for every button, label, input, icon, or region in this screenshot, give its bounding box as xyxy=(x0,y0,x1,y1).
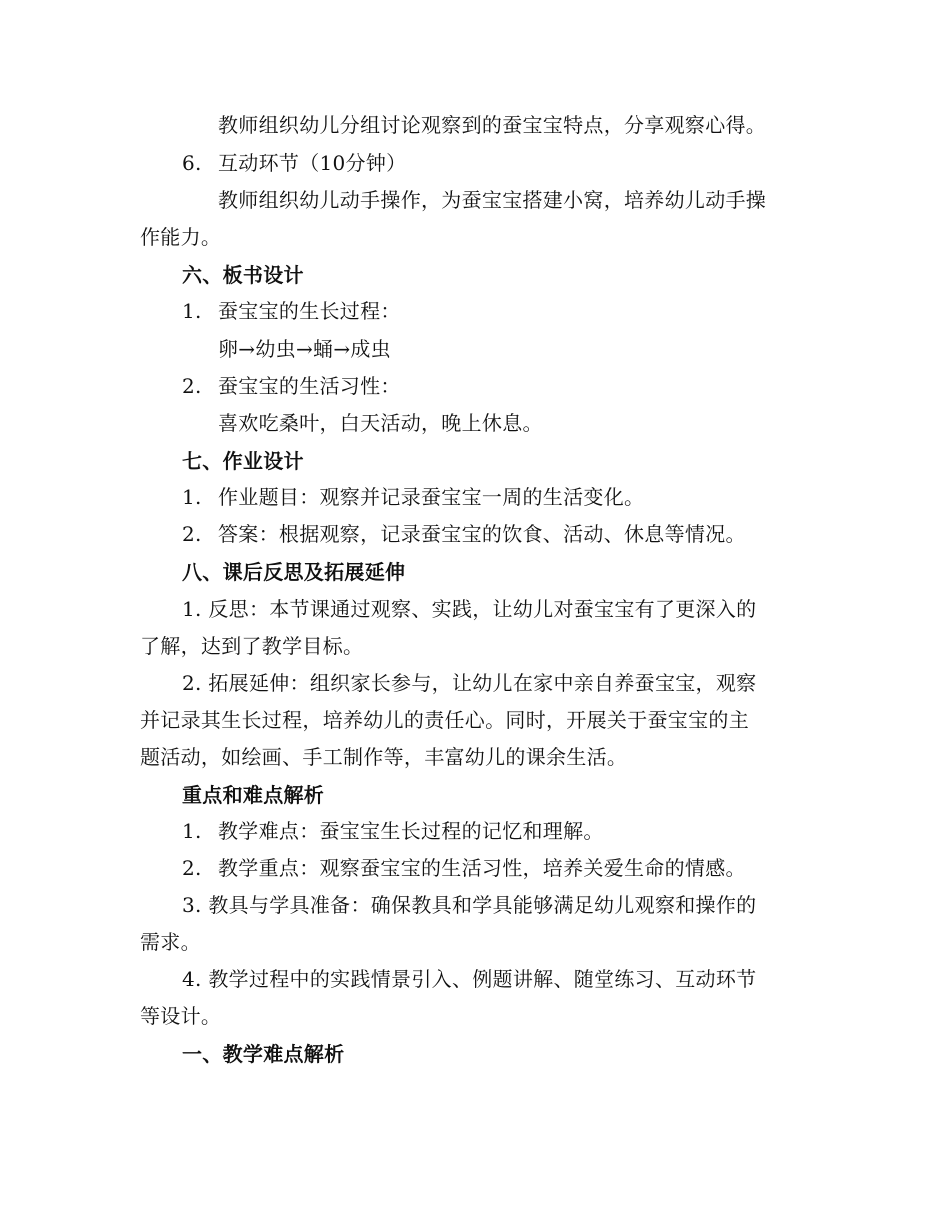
paragraph-line: 教师组织幼儿动手操作，为蚕宝宝搭建小窝，培养幼儿动手操 xyxy=(218,188,767,212)
list-subtext: 卵→幼虫→蛹→成虫 xyxy=(218,337,391,361)
list-text: 蚕宝宝的生长过程： xyxy=(218,299,401,323)
list-item xyxy=(182,522,746,546)
paragraph-line: 4. 教学过程中的实践情景引入、例题讲解、随堂练习、互动环节 xyxy=(182,967,757,991)
list-text: 互动环节（10分钟） xyxy=(218,151,407,175)
paragraph-line: 1. 反思：本节课通过观察、实践，让幼儿对蚕宝宝有了更深入的 xyxy=(182,597,757,621)
list-text: 作业题目：观察并记录蚕宝宝一周的生活变化。 xyxy=(218,485,645,509)
list-number: 2. xyxy=(182,374,202,398)
paragraph-line: 3. 教具与学具准备：确保教具和学具能够满足幼儿观察和操作的 xyxy=(182,893,757,917)
section-heading: 一、教学难点解析 xyxy=(182,1042,345,1066)
list-item xyxy=(182,299,401,323)
paragraph-line: 并记录其生长过程，培养幼儿的责任心。同时，开展关于蚕宝宝的主 xyxy=(140,708,749,732)
paragraph-line: 作能力。 xyxy=(140,225,222,249)
list-subtext: 喜欢吃桑叶，白天活动，晚上休息。 xyxy=(218,411,543,435)
paragraph-line: 题活动，如绘画、手工制作等，丰富幼儿的课余生活。 xyxy=(140,745,628,769)
section-heading: 六、板书设计 xyxy=(182,263,304,287)
paragraph-line: 了解，达到了教学目标。 xyxy=(140,634,364,658)
list-text: 教学难点：蚕宝宝生长过程的记忆和理解。 xyxy=(218,819,604,843)
list-text: 蚕宝宝的生活习性： xyxy=(218,374,401,398)
paragraph-line: 需求。 xyxy=(140,930,201,954)
list-number: 1. xyxy=(182,819,202,843)
list-item-6 xyxy=(182,151,406,175)
section-heading: 重点和难点解析 xyxy=(182,783,325,807)
list-item xyxy=(182,374,401,398)
paragraph-line: 教师组织幼儿分组讨论观察到的蚕宝宝特点，分享观察心得。 xyxy=(218,113,767,137)
list-number: 2. xyxy=(182,856,202,880)
list-item xyxy=(182,856,746,880)
section-heading: 七、作业设计 xyxy=(182,449,304,473)
section-heading: 八、课后反思及拓展延伸 xyxy=(182,560,406,584)
list-number: 1. xyxy=(182,299,202,323)
list-item xyxy=(182,819,604,843)
list-number: 2. xyxy=(182,522,202,546)
paragraph-line: 2. 拓展延伸：组织家长参与，让幼儿在家中亲自养蚕宝宝，观察 xyxy=(182,671,757,695)
list-text: 答案：根据观察，记录蚕宝宝的饮食、活动、休息等情况。 xyxy=(218,522,746,546)
list-text: 教学重点：观察蚕宝宝的生活习性，培养关爱生命的情感。 xyxy=(218,856,746,880)
list-item xyxy=(182,485,644,509)
paragraph-line: 等设计。 xyxy=(140,1004,222,1028)
list-number: 6. xyxy=(182,151,202,175)
list-number: 1. xyxy=(182,485,202,509)
